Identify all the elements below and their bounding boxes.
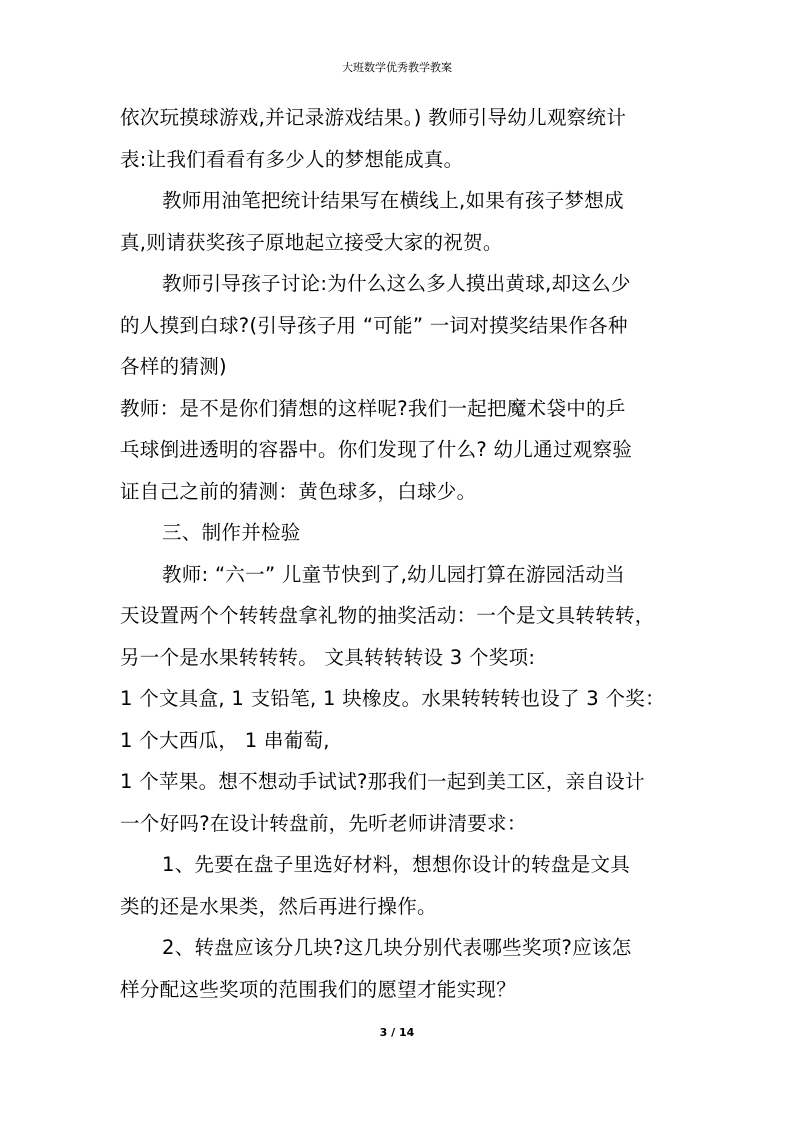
paragraph-line: 教师用油笔把统计结果写在横线上,如果有孩子梦想成 [162,189,624,212]
paragraph-line: 各样的猜测) [120,355,227,378]
paragraph-line: 教师引导孩子讨论:为什么这么多人摸出黄球,却这么少 [162,272,631,295]
paragraph-line: 教师：是不是你们猜想的这样呢?我们一起把魔术袋中的乒 [120,397,626,420]
section-heading: 三、制作并检验 [162,521,301,544]
list-item: 1、先要在盘子里选好材料，想想你设计的转盘是文具 [162,853,631,876]
paragraph-line: 表:让我们看看有多少人的梦想能成真。 [120,148,464,171]
paragraph-line: 真,则请获奖孩子原地起立接受大家的祝贺。 [120,231,503,254]
paragraph-line: 1 个苹果。想不想动手试试?那我们一起到美工区，亲自设计 [120,770,645,793]
paragraph-line: 天设置两个个转转盘拿礼物的抽奖活动：一个是文具转转转， [120,604,655,627]
paragraph-line: 1 个大西瓜， 1 串葡萄, [120,729,330,752]
paragraph-line: 证自己之前的猜测：黄色球多，白球少。 [120,480,477,503]
page-header: 大班数学优秀教学教案 [342,61,452,74]
paragraph-line: 1 个文具盒, 1 支铅笔, 1 块橡皮。水果转转转也设了 3 个奖： [120,687,665,710]
page-number: 3 / 14 [379,1026,415,1039]
paragraph-line: 样分配这些奖项的范围我们的愿望才能实现？ [120,978,517,1001]
paragraph-line: 教师: “六一” 儿童节快到了,幼儿园打算在游园活动当 [162,563,625,586]
paragraph-line: 的人摸到白球?(引导孩子用 “可能” 一词对摸奖结果作各种 [120,314,628,337]
paragraph-line: 另一个是水果转转转。 文具转转转设 3 个奖项: [120,646,536,669]
paragraph-line: 一个好吗?在设计转盘前，先听老师讲清要求： [120,812,527,835]
paragraph-line: 依次玩摸球游戏,并记录游戏结果。) 教师引导幼儿观察统计 [120,106,627,129]
paragraph-line: 类的还是水果类，然后再进行操作。 [120,895,437,918]
paragraph-line: 乓球倒进透明的容器中。你们发现了什么? 幼儿通过观察验 [120,438,633,461]
list-item: 2、转盘应该分几块?这几块分别代表哪些奖项?应该怎 [162,936,632,959]
